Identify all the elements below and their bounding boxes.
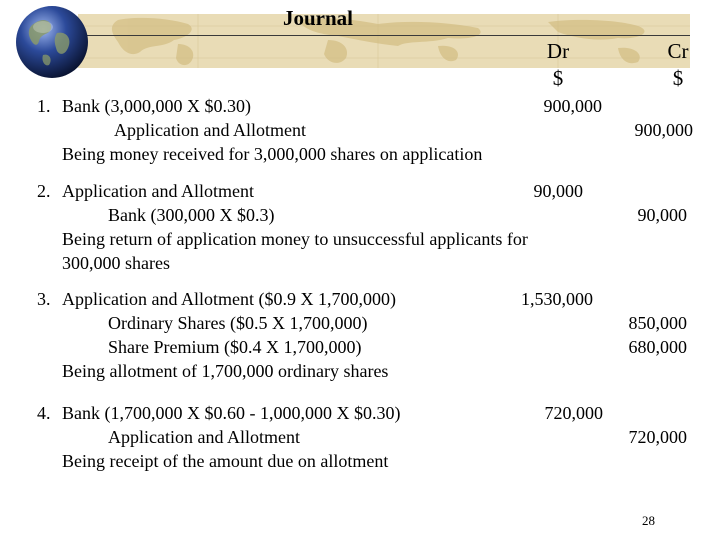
- dr-column-header: [538, 38, 578, 92]
- credit-amount: 680,000: [628, 337, 687, 357]
- entry-number: 1.: [37, 96, 51, 116]
- debit-account: Bank (1,700,000 X $0.60 - 1,000,000 X $0.30): [62, 403, 401, 423]
- dr-unit: $: [552, 66, 564, 90]
- credit-account: Bank (300,000 X $0.3): [108, 205, 275, 225]
- narration: Being allotment of 1,700,000 ordinary shares: [62, 361, 389, 381]
- header-rule: [78, 35, 690, 36]
- world-map-banner: [78, 14, 690, 68]
- credit-amount: 90,000: [637, 205, 687, 225]
- narration: Being receipt of the amount due on allotment: [62, 451, 389, 471]
- debit-account: Application and Allotment ($0.9 X 1,700,000): [62, 289, 396, 309]
- credit-account: Share Premium ($0.4 X 1,700,000): [108, 337, 362, 357]
- globe-icon: [13, 3, 91, 81]
- cr-label: Cr: [667, 39, 689, 63]
- page-number: 28: [642, 513, 655, 528]
- debit-amount: 900,000: [543, 96, 602, 116]
- narration: Being return of application money to unsuccessful applicants for: [62, 229, 528, 249]
- page-title: Journal: [283, 6, 354, 30]
- credit-account: Application and Allotment: [114, 120, 306, 140]
- debit-account: Application and Allotment: [62, 181, 254, 201]
- debit-account: Bank (3,000,000 X $0.30): [62, 96, 251, 116]
- narration: 300,000 shares: [62, 253, 170, 273]
- debit-amount: 1,530,000: [521, 289, 593, 309]
- cr-unit: $: [672, 66, 684, 90]
- entry-number: 4.: [37, 403, 51, 423]
- entry-number: 3.: [37, 289, 51, 309]
- credit-amount: 720,000: [628, 427, 687, 447]
- credit-account: Ordinary Shares ($0.5 X 1,700,000): [108, 313, 368, 333]
- debit-amount: 90,000: [533, 181, 583, 201]
- credit-amount: 850,000: [628, 313, 687, 333]
- narration: Being money received for 3,000,000 shares on application: [62, 144, 483, 164]
- credit-amount: 900,000: [634, 120, 693, 140]
- debit-amount: 720,000: [544, 403, 603, 423]
- credit-account: Application and Allotment: [108, 427, 300, 447]
- cr-column-header: [658, 38, 698, 92]
- entry-number: 2.: [37, 181, 51, 201]
- header-banner: [0, 0, 720, 70]
- dr-label: Dr: [546, 39, 570, 63]
